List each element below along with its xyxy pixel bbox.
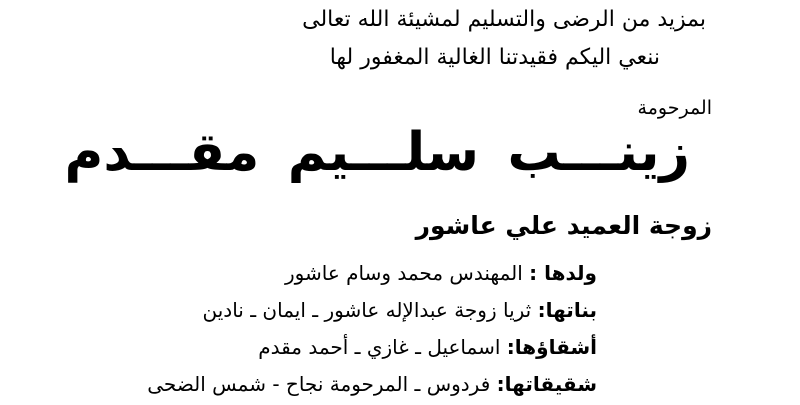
- family-names-sisters: فردوس ـ المرحومة نجاح - شمس الضحى: [147, 372, 491, 396]
- family-label-sisters: شقيقاتها:: [496, 372, 597, 396]
- family-row-son: [37, 257, 597, 294]
- family-row-daughters: [37, 294, 597, 331]
- intro-line-1: بمزيد من الرضى والتسليم لمشيئة الله تعالى: [302, 7, 706, 32]
- family-label-daughters: بناتها:: [537, 298, 597, 322]
- family-list: [37, 257, 597, 405]
- family-label-brothers: أشقاؤها:: [506, 335, 597, 359]
- family-label-son: ولدها :: [529, 261, 597, 285]
- spouse-line: زوجة العميد علي عاشور: [415, 211, 712, 240]
- family-names-brothers: اسماعيل ـ غازي ـ أحمد مقدم: [258, 335, 501, 359]
- deceased-name: زينـــب سلـــيم مقـــدم: [64, 122, 690, 183]
- family-names-daughters: ثريا زوجة عبدالإله عاشور ـ ايمان ـ نادين: [202, 298, 532, 322]
- family-row-sisters: [37, 368, 597, 405]
- family-names-son: المهندس محمد وسام عاشور: [284, 261, 523, 285]
- honorific-title: المرحومة: [637, 97, 712, 119]
- intro-line-2: ننعي اليكم فقيدتنا الغالية المغفور لها: [329, 45, 660, 70]
- family-row-brothers: [37, 331, 597, 368]
